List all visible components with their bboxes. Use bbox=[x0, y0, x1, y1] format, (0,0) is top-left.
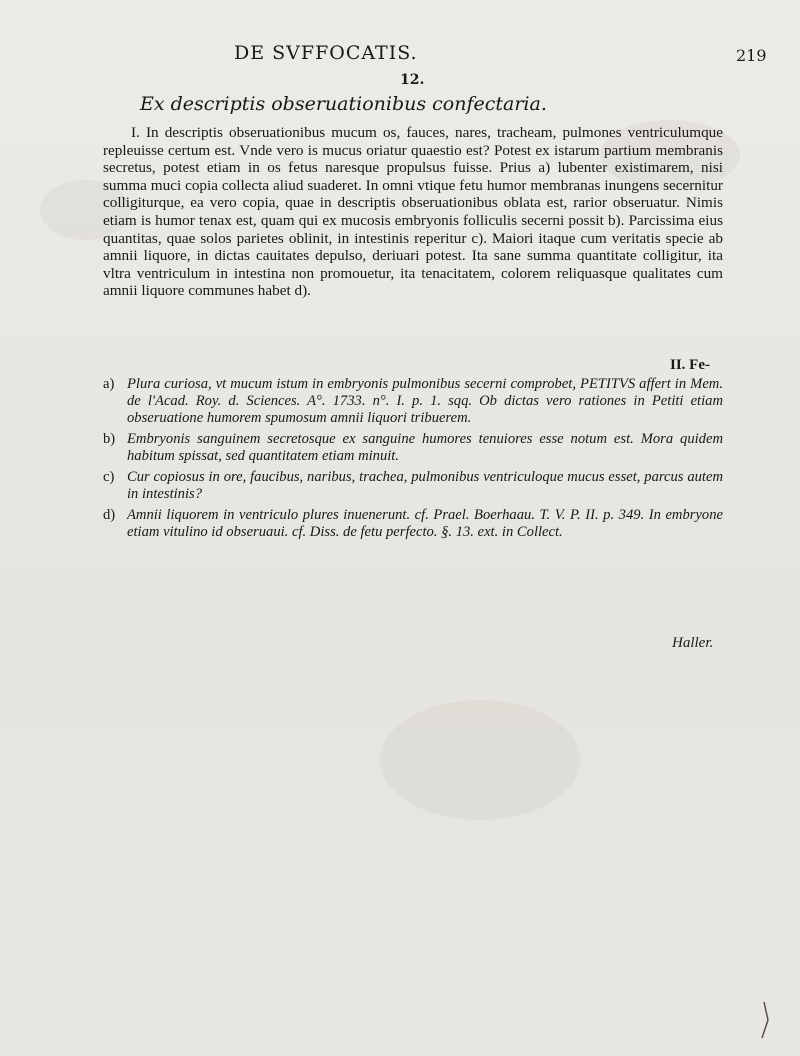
footnote-mark: b) bbox=[103, 431, 116, 447]
footnote-a bbox=[103, 376, 723, 427]
section-title: Ex descriptis obseruationibus confectaria. bbox=[140, 93, 547, 115]
section-number: 12. bbox=[400, 72, 425, 88]
page-number: 219 bbox=[736, 46, 767, 65]
paragraph: I. In descriptis obseruationibus mucum os, fauces, nares, tracheam, pulmones ventriculumque repleuisse certum est. Vnde vero is mucus oriatur quaestio est? Potest ex istarum partium membranis secretus, potest etiam in os fetus naresque propulsus fuisse. Prius a) lubenter existimarem, nisi summa muci copia collecta aliud suaderet. In omni vtique fetu humor membranas inungens secernitur colligiturque, ea vero copia, quae in descriptis obseruationibus oblata est, rarior obseruatur. Nimis etiam is humor tenax est, quam qui ex mucosis embryonis folliculis secerni possit b). Parcissima eius quantitas, quae solos parietes oblinit, in intestinis reperitur c). Maiori itaque cum veritatis specie ab amnii liquore, in dictas cauitates depulso, deriuari potest. Ita sane summa quantitate colligitur, ita vltra ventriculum in intestina non promouetur, ita tenacitatem, colorem reliquasque qualitates cum amnii liquore communes habet d). bbox=[103, 124, 723, 300]
footnote-text: Amnii liquorem in ventriculo plures inuenerunt. cf. Prael. Boerhaau. T. V. P. II. p. 349. In embryone etiam vitulino id obseruaui. cf. Diss. de fetu perfecto. §. 13. ext. in Collect. bbox=[127, 507, 723, 540]
running-title: DE SVFFOCATIS. bbox=[234, 42, 418, 64]
footnote-text: Cur copiosus in ore, faucibus, naribus, trachea, pulmonibus ventriculoque mucus esset, parcus autem in intestinis? bbox=[127, 469, 723, 502]
footnote-text: Plura curiosa, vt mucum istum in embryonis pulmonibus secerni comprobet, PETITVS affert in Mem. de l'Acad. Roy. d. Sciences. A°. 1733. n°. I. p. 1. sqq. Ob dictas vero rationes in Petiti etiam obseruatione humorem spumosum amnii liquori tribuerem. bbox=[127, 376, 723, 426]
footnote-mark: a) bbox=[103, 376, 115, 392]
footer-catchword: Haller. bbox=[672, 635, 714, 651]
paper-stain bbox=[380, 700, 580, 820]
page-edge-mark bbox=[754, 1000, 774, 1040]
main-text bbox=[103, 124, 723, 300]
footnote-mark: c) bbox=[103, 469, 115, 485]
footnote-d bbox=[103, 507, 723, 541]
footnote-mark: d) bbox=[103, 507, 116, 523]
footnote-b bbox=[103, 431, 723, 465]
footnote-text: Embryonis sanguinem secretosque ex sanguine humores tenuiores esse notum est. Mora quidem habitum spissat, sed quantitatem etiam minuit. bbox=[127, 431, 723, 464]
catchword: II. Fe- bbox=[670, 357, 710, 373]
running-head bbox=[230, 42, 650, 64]
footnotes bbox=[103, 376, 723, 545]
footnote-c bbox=[103, 469, 723, 503]
